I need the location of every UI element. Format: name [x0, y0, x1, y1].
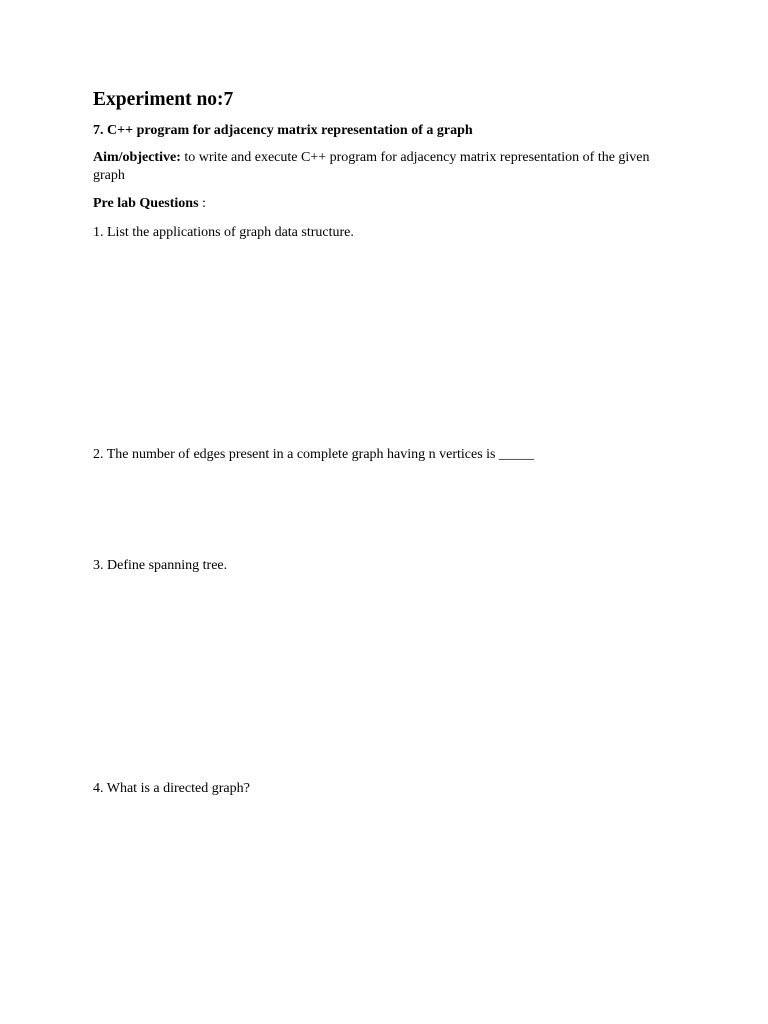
prelab-suffix: :	[198, 196, 206, 211]
aim-label: Aim/objective:	[93, 150, 181, 165]
program-title: 7. C++ program for adjacency matrix representation of a graph	[93, 123, 473, 138]
experiment-title: Experiment no:7	[93, 89, 234, 110]
question-2: 2. The number of edges present in a complete graph having n vertices is _____	[93, 447, 535, 462]
aim-text: to write and execute C++ program for adjacency matrix representation of the given graph	[93, 150, 650, 183]
question-3: 3. Define spanning tree.	[93, 558, 228, 573]
aim-paragraph	[93, 149, 683, 185]
question-4: 4. What is a directed graph?	[93, 781, 250, 796]
prelab-label: Pre lab Questions	[93, 196, 199, 211]
question-1: 1. List the applications of graph data structure.	[93, 225, 354, 240]
prelab-heading	[93, 195, 206, 212]
